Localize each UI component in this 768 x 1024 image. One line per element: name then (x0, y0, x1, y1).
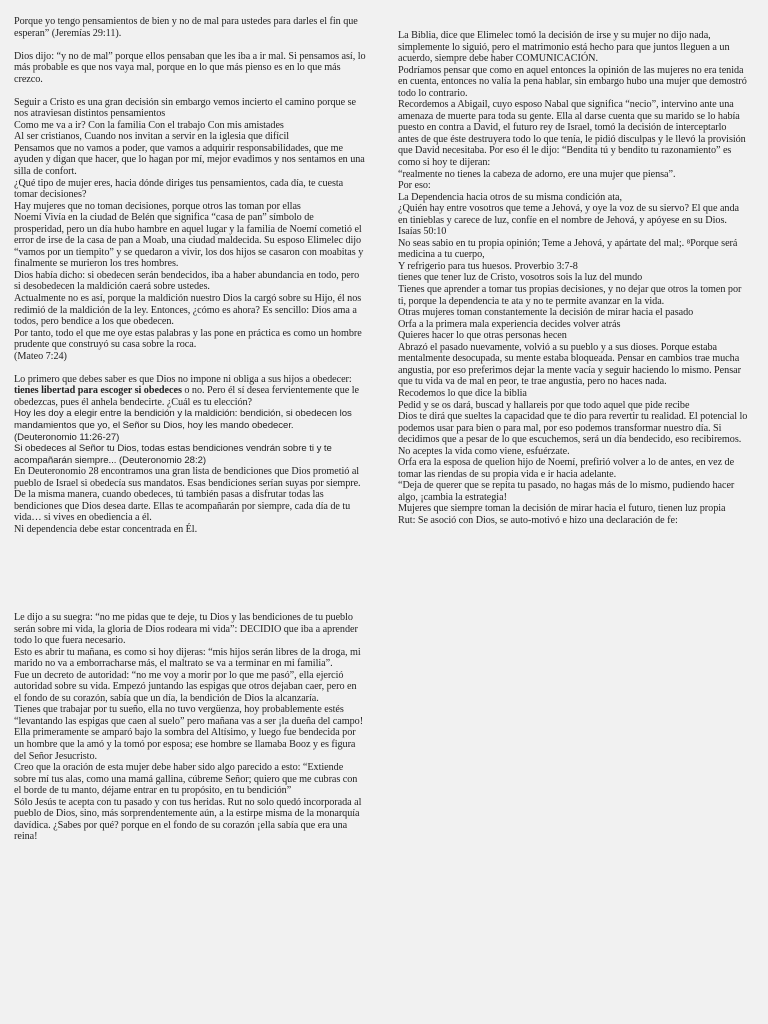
paragraph: Por tanto, todo el que me oye estas palabras y las pone en práctica es como un hombre prudente que construyó su casa sobre la roca. (14, 327, 362, 351)
citation: (Deuteronomio 11:26-27) (14, 431, 120, 443)
paragraph: Ella primeramente se amparó bajo la sombra del Altísimo, y luego fue bendecida por un hombre que la amó y la tomó por esposa; ese hombre se llamaba Booz y es figura del Señor Jesucristo. (14, 727, 356, 762)
paragraph-with-emphasis (14, 374, 366, 409)
paragraph: Tienes que aprender a tomar tus propias decisiones, y no dejar que otros la tomen por ti, porque la dependencia te ata y no te permite avanzar en la vida. (398, 284, 742, 307)
paragraph: Al ser cristianos, Cuando nos invitan a servir en la iglesia que difícil (14, 131, 290, 143)
right-column (398, 30, 748, 527)
paragraph: Recodemos lo que dice la biblia (398, 387, 527, 399)
paragraph: Rut: Se asoció con Dios, se auto-motivó e hizo una declaración de fe: (398, 514, 678, 526)
paragraph: Quieres hacer lo que otras personas hecen (398, 330, 567, 342)
paragraph: Sólo Jesús te acepta con tu pasado y con tus heridas. Rut no solo quedó incorporada al pueblo de Dios, sino, más sorprendentemente aún, a la estirpe misma de la monarquía davídica. ¿Sabes por qué? porque en el fondo de su corazón ¡ella sabía que era una reina! (14, 796, 362, 843)
citation: (Mateo 7:24) (14, 350, 67, 362)
paragraph: La Dependencia hacia otros de su misma condición ata, (398, 191, 622, 203)
paragraph: Tienes que trabajar por tu sueño, ella no tuvo vergüenza, hoy probablemente estés “levantando las espigas que caen al suelo” pero mañana vas a ser ¡la dueña del campo! (14, 704, 364, 727)
scripture-quote: Hoy les doy a elegir entre la bendición y la maldición: bendición, si obedecen los mandamientos que yo, el Señor su Dios, hoy les mando obedecer. (14, 408, 352, 431)
paragraph: Porque yo tengo pensamientos de bien y no de mal para ustedes para darles el fin que esperan” (Jeremías 29:11). (14, 16, 358, 39)
paragraph: Seguir a Cristo es una gran decisión sin embargo vemos incierto el camino porque se nos atraviesan distintos pensamientos (14, 96, 356, 120)
paragraph: “Deja de querer que se repita tu pasado, no hagas más de lo mismo, pudiendo hacer algo, ¡cambia la estrategia! (398, 480, 735, 503)
paragraph: Le dijo a su suegra: “no me pidas que te deje, tu Dios y las bendiciones de tu pueblo serán sobre mi vida, la gloria de Dios rodeara mi vida”: DECIDIO que iba a aprender todo lo que fuera necesario. (14, 612, 358, 647)
paragraph: ¿Quién hay entre vosotros que teme a Jehová, y oye la voz de su siervo? El que anda en tinieblas y carece de luz, confíe en el nombre de Jehová, y apóyese en su Dios. Isaías 50:10 (398, 203, 739, 238)
paragraph: Como me va a ir? Con la familia Con el trabajo Con mis amistades (14, 119, 284, 131)
paragraph: tienes que tener luz de Cristo, vosotros sois la luz del mundo (398, 272, 643, 284)
paragraph: Recordemos a Abigail, cuyo esposo Nabal que significa “necio”, intervino ante una amenaza de muerte para toda su gente. Ella al darse cuenta que su marido se lo había puesto en contra a David, el futuro rey de Israel, tomó la decisión de interceptarlo antes de que éste destruyera todo lo que tenía, le pidió disculpas y le llevó la provisión que David necesitaba. Por eso él le dijo: “Bendita tú y bendito tu razonamiento” es como si hoy te dijeran: (398, 99, 746, 169)
paragraph-text: Lo primero que debes saber es que Dios no impone ni obliga a sus hijos a obedecer: (14, 373, 352, 385)
paragraph: Hay mujeres que no toman decisiones, porque otros las toman por ellas (14, 200, 301, 212)
left-column-top (14, 16, 366, 535)
scripture-quote: Si obedeces al Señor tu Dios, todas estas bendiciones vendrán sobre ti y te acompañarán siempre... (Deuteronomio 28:2) (14, 443, 332, 466)
paragraph: No seas sabio en tu propia opinión; Teme a Jehová, y apártate del mal;. ⁸Porque será medicina a tu cuerpo, (398, 237, 738, 261)
paragraph: Pedid y se os dará, buscad y hallareis por que todo aquel que pide recibe (398, 399, 690, 411)
paragraph: Orfa era la esposa de quelion hijo de Noemí, prefirió volver a lo de antes, en vez de tomar las riendas de su propia vida e ir hacia adelante. (398, 457, 735, 480)
paragraph: Dios había dicho: si obedecen serán bendecidos, iba a haber abundancia en todo, pero si desobedecen la maldición caerá sobre ustedes. (14, 269, 360, 293)
paragraph: Por eso: (398, 180, 431, 192)
paragraph: Y refrigerio para tus huesos. Proverbio 3:7-8 (398, 260, 578, 272)
paragraph: Noemí Vivía en la ciudad de Belén que significa “casa de pan” símbolo de prosperidad, pero un día hubo hambre en aquel lugar y la familia de Noemí cometió el error de irse de la casa de pan a Moab, una ciudad maldecida. Su esposo Elimelec dijo “vamos por un tiempito” y se quedaron a vivir, los dos hijos se casaron con moabitas y finalmente se murieron los tres hombres. (14, 212, 364, 270)
paragraph: Esto es abrir tu mañana, es como si hoy dijeras: “mis hijos serán libres de la droga, mi marido no va a emborracharse más, el maltrato se va a terminar en mi familia”. (14, 646, 361, 670)
paragraph: Pensamos que no vamos a poder, que vamos a adquirir responsabilidades, que me ayuden y digan que hacer, que lo hagan por mí, mejor evadimos y nos sentamos en una silla de confort. (14, 142, 365, 178)
paragraph: Ni dependencia debe estar concentrada en Él. (14, 523, 198, 535)
emphasis-text: tienes libertad para escoger si obedeces (14, 385, 182, 397)
paragraph: En Deuteronomio 28 encontramos una gran lista de bendiciones que Dios prometió al pueblo de Israel si obedecía sus mandatos. Esas bendiciones serían suyas por siempre. De la misma manera, cuando obedeces, tú también pasas a disfrutar todas las bendiciones que Dios desea darte. Ellas te acompañarán por siempre, cada día de tu vida… si vives en obediencia a él. (14, 466, 361, 524)
paragraph-text: o no. Pero él sí desea fervientemente que le obedezcas, pues él anhela bendecirte. ¿Cuál es tu elección? (14, 385, 359, 408)
left-column-bottom (14, 612, 366, 843)
paragraph: Creo que la oración de esta mujer debe haber sido algo parecido a esto: “Extiende sobre mí tus alas, como una mamá gallina, cúbreme Señor; quiero que me cubras con el borde de tu manto, déjame entrar en tu propósito, en tu bendición” (14, 762, 358, 797)
paragraph: Fue un decreto de autoridad: “no me voy a morir por lo que me pasó”, ella ejerció autoridad sobre su vida. Empezó juntando las espigas que otros dejaban caer, pero en el fondo de su corazón, sabía que un día, la bendición de Dios la alcanzaría. (14, 669, 357, 704)
paragraph: “realmente no tienes la cabeza de adorno, ere una mujer que piensa”. (398, 168, 676, 180)
paragraph: Mujeres que siempre toman la decisión de mirar hacia el futuro, tienen luz propia (398, 503, 726, 515)
paragraph: La Biblia, dice que Elimelec tomó la decisión de irse y su mujer no dijo nada, simplemente lo siguió, pero el matrimonio está hecho para que juntos lleguen a un acuerdo, siempre debe haber COMUNICACIÓN. (398, 30, 730, 65)
paragraph: Otras mujeres toman constantemente la decisión de mirar hacia el pasado (398, 307, 694, 319)
paragraph: Orfa a la primera mala experiencia decides volver atrás (398, 318, 621, 330)
paragraph: Abrazó el pasado nuevamente, volvió a su pueblo y a sus dioses. Porque estaba mentalmente desocupada, su mente estaba bloqueada. Pensar en cambios trae mucha angustia, por eso preferimos dejar la mente vacía y seguir haciendo lo mismo. Pensar que tu vida va de mal en peor, te trae angustia, pero no haces nada. (398, 341, 741, 388)
paragraph: ¿Qué tipo de mujer eres, hacia dónde diriges tus pensamientos, cada día, te cuesta tomar decisiones? (14, 177, 344, 201)
paragraph: Podríamos pensar que como en aquel entonces la opinión de las mujeres no era tenida en cuenta, entonces no valía la pena hablar, sin embargo hubo una mujer que demostró todo lo contrario. (398, 64, 747, 99)
paragraph: Dios te dirá que sueltes la capacidad que te dio para revertir tu realidad. El potencial lo podemos usar para bien o para mal, por eso podemos transformar nuestro día. Si decidimos que a pesar de lo que escuchemos, será un día bendecido, eso recibiremos. No aceptes la vida como viene, esfuérzate. (398, 411, 748, 457)
paragraph: Dios dijo: “y no de mal” porque ellos pensaban que les iba a ir mal. Si pensamos así, lo más probable es que nos vaya mal, porque en lo que más pienso es en lo que más crezco. (14, 50, 366, 85)
paragraph: Actualmente no es así, porque la maldición nuestro Dios la cargó sobre su Hijo, él nos redimió de la maldición de la ley. Entonces, ¿cómo es ahora? Es sencillo: Dios ama a todos, pero bendice a los que obedecen. (14, 293, 362, 328)
